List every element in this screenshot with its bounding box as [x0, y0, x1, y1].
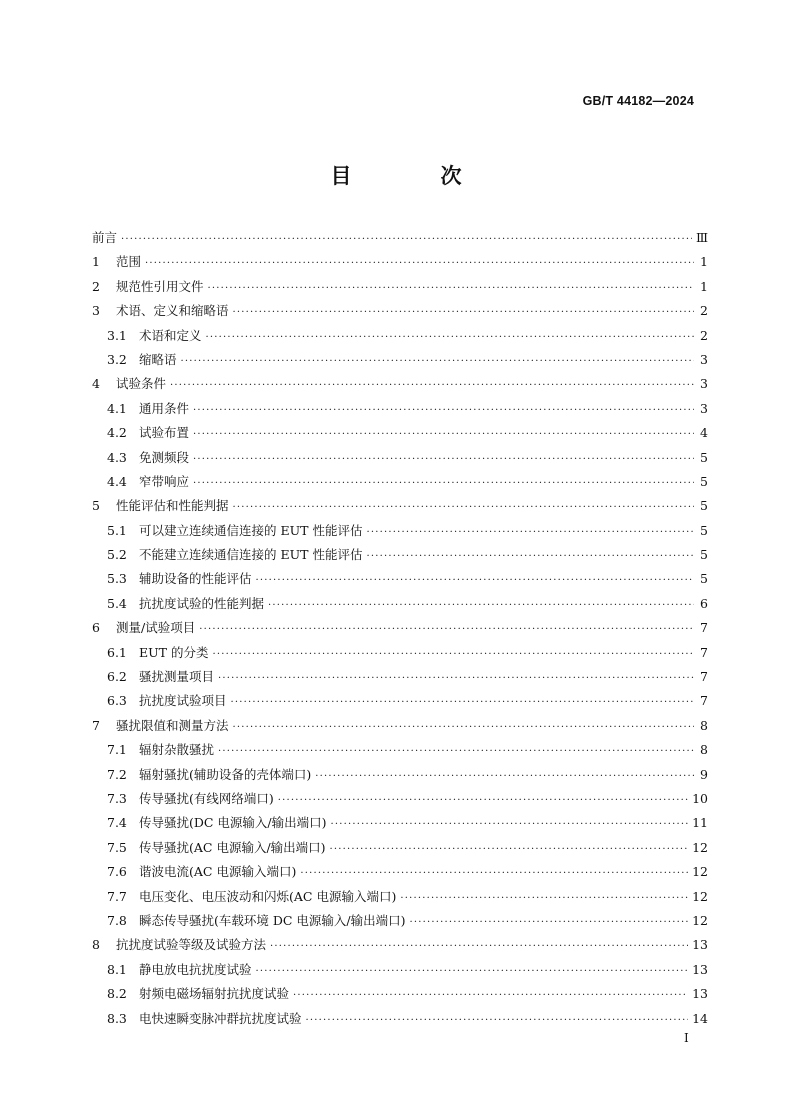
toc-entry[interactable] [92, 641, 708, 665]
toc-entry-number: 5.4 [107, 595, 127, 611]
dot-leader [121, 228, 692, 252]
toc-entry-number: 8.1 [107, 961, 127, 977]
toc-entry-page: Ⅲ [695, 230, 708, 245]
toc-entry-page: 12 [692, 912, 708, 928]
toc-entry[interactable] [92, 494, 708, 518]
toc-entry-page: 5 [700, 571, 708, 587]
toc-entry-number: 7.5 [107, 839, 127, 855]
toc-entry-title: 通用条件 [139, 400, 190, 416]
toc-entry-page: 7 [700, 693, 708, 709]
dot-leader [366, 521, 694, 545]
toc-entry[interactable] [92, 250, 708, 274]
dot-leader [208, 277, 694, 301]
dot-leader [278, 789, 688, 813]
toc-entry-number: 4.3 [107, 449, 127, 465]
toc-entry-title: 窄带响应 [139, 473, 190, 489]
toc-entry-number: 7.2 [107, 766, 127, 782]
toc-entry[interactable] [92, 567, 708, 591]
dot-leader [315, 765, 694, 789]
toc-entry-page: 5 [700, 473, 708, 489]
toc-entry-page: 5 [700, 498, 708, 514]
toc-entry[interactable] [92, 299, 708, 323]
toc-entry[interactable] [92, 860, 708, 884]
toc-entry-title: 谐波电流(AC 电源输入端口) [139, 864, 297, 880]
toc-entry-title: 骚扰测量项目 [139, 669, 215, 685]
toc-entry-number: 3.2 [107, 351, 127, 367]
toc-entry-title: 试验条件 [116, 376, 167, 392]
toc-entry-number: 7.3 [107, 790, 127, 806]
dot-leader [256, 569, 694, 593]
dot-leader [193, 472, 694, 496]
toc-entry[interactable] [92, 738, 708, 762]
toc-entry-title: 前言 [92, 230, 118, 245]
toc-entry-title: 电压变化、电压波动和闪烁(AC 电源输入端口) [139, 888, 397, 904]
dot-leader [293, 984, 688, 1008]
toc-entry-number: 4 [92, 376, 100, 392]
toc-entry[interactable] [92, 372, 708, 396]
toc-entry[interactable] [92, 616, 708, 640]
toc-entry-page: 8 [700, 742, 708, 758]
toc-entry-number: 7.6 [107, 864, 127, 880]
toc-entry-page: 12 [692, 888, 708, 904]
toc-entry-page: 2 [700, 327, 708, 343]
toc-entry-page: 5 [700, 547, 708, 563]
dot-leader [256, 960, 689, 984]
toc-entry[interactable] [92, 324, 708, 348]
toc-entry-title: 骚扰限值和测量方法 [116, 717, 229, 733]
toc-entry-title: 电快速瞬变脉冲群抗扰度试验 [139, 1010, 302, 1026]
toc-entry[interactable] [92, 519, 708, 543]
toc-entry-page: 7 [700, 620, 708, 636]
toc-entry[interactable] [92, 226, 708, 250]
toc-entry-number: 6.3 [107, 693, 127, 709]
toc-entry-page: 8 [700, 717, 708, 733]
page-title: 目 次 [330, 164, 496, 188]
toc-entry-number: 5.2 [107, 547, 127, 563]
toc-entry-title: 抗扰度试验的性能判据 [139, 595, 265, 611]
toc-entry-title: 术语、定义和缩略语 [116, 303, 229, 319]
toc-entry-page: 6 [700, 595, 708, 611]
toc-entry-title: 抗扰度试验项目 [139, 693, 227, 709]
toc-entry-page: 3 [700, 351, 708, 367]
toc-entry[interactable] [92, 958, 708, 982]
toc-entry[interactable] [92, 592, 708, 616]
toc-entry-title: 抗扰度试验等级及试验方法 [116, 937, 267, 953]
toc-entry-page: 3 [700, 376, 708, 392]
toc-entry-page: 1 [700, 278, 708, 294]
dot-leader [330, 838, 689, 862]
toc-entry-title: 辐射杂散骚扰 [139, 742, 215, 758]
toc-entry[interactable] [92, 763, 708, 787]
table-of-contents [92, 226, 708, 1031]
toc-entry-page: 12 [692, 864, 708, 880]
toc-entry[interactable] [92, 665, 708, 689]
toc-entry-number: 5.3 [107, 571, 127, 587]
toc-entry-page: 2 [700, 303, 708, 319]
dot-leader [218, 740, 694, 764]
toc-entry-page: 14 [692, 1010, 708, 1026]
dot-leader [181, 350, 694, 374]
toc-entry-number: 7.8 [107, 912, 127, 928]
dot-leader [233, 716, 694, 740]
toc-entry-number: 8.2 [107, 986, 127, 1002]
toc-entry-number: 1 [92, 254, 100, 270]
toc-entry[interactable] [92, 982, 708, 1006]
toc-entry-title: 传导骚扰(DC 电源输入/输出端口) [139, 815, 327, 831]
toc-entry-page: 4 [700, 425, 708, 441]
dot-leader [193, 399, 694, 423]
toc-entry-page: 11 [692, 815, 708, 831]
toc-entry-number: 4.4 [107, 473, 127, 489]
dot-leader [193, 448, 694, 472]
toc-entry[interactable] [92, 421, 708, 445]
toc-entry-page: 7 [700, 669, 708, 685]
dot-leader [233, 301, 694, 325]
toc-entry[interactable] [92, 811, 708, 835]
toc-entry[interactable] [92, 446, 708, 470]
toc-entry-title: 射频电磁场辐射抗扰度试验 [139, 986, 290, 1002]
dot-leader [193, 423, 694, 447]
dot-leader [331, 813, 689, 837]
toc-entry-page: 10 [692, 790, 708, 806]
toc-entry[interactable] [92, 909, 708, 933]
toc-entry-title: 传导骚扰(AC 电源输入/输出端口) [139, 839, 326, 855]
toc-entry-title: 试验布置 [139, 425, 190, 441]
toc-entry-page: 3 [700, 400, 708, 416]
dot-leader [306, 1009, 689, 1033]
page-number: I [684, 1031, 689, 1045]
toc-entry[interactable] [92, 543, 708, 567]
toc-entry[interactable] [92, 275, 708, 299]
toc-entry-number: 6.2 [107, 669, 127, 685]
toc-entry-number: 8.3 [107, 1010, 127, 1026]
toc-entry-title: 规范性引用文件 [116, 278, 204, 294]
toc-entry-page: 7 [700, 644, 708, 660]
toc-entry-title: 性能评估和性能判据 [116, 498, 229, 514]
toc-entry-number: 3.1 [107, 327, 127, 343]
dot-leader [268, 594, 694, 618]
toc-entry[interactable] [92, 933, 708, 957]
toc-entry-title: 术语和定义 [139, 327, 202, 343]
dot-leader [199, 618, 694, 642]
toc-entry[interactable] [92, 787, 708, 811]
toc-entry-page: 5 [700, 449, 708, 465]
dot-leader [410, 911, 689, 935]
toc-entry-number: 7.7 [107, 888, 127, 904]
toc-entry-title: 静电放电抗扰度试验 [139, 961, 252, 977]
toc-entry-title: 不能建立连续通信连接的 EUT 性能评估 [139, 547, 363, 563]
toc-entry-number: 6.1 [107, 644, 127, 660]
toc-entry[interactable] [92, 470, 708, 494]
toc-entry-number: 5.1 [107, 522, 127, 538]
dot-leader [300, 862, 688, 886]
standard-code: GB/T 44182—2024 [582, 94, 694, 108]
toc-entry-page: 9 [700, 766, 708, 782]
toc-entry-title: 辐射骚扰(辅助设备的壳体端口) [139, 766, 312, 782]
dot-leader [145, 252, 694, 276]
dot-leader [170, 374, 694, 398]
toc-entry-page: 1 [700, 254, 708, 270]
toc-entry-title: 辅助设备的性能评估 [139, 571, 252, 587]
toc-entry[interactable] [92, 348, 708, 372]
dot-leader [218, 667, 694, 691]
toc-entry-title: 瞬态传导骚扰(车载环境 DC 电源输入/输出端口) [139, 912, 406, 928]
toc-entry-title: 传导骚扰(有线网络端口) [139, 790, 274, 806]
toc-entry[interactable] [92, 397, 708, 421]
dot-leader [212, 643, 694, 667]
dot-leader [366, 545, 694, 569]
toc-entry-page: 13 [692, 937, 708, 953]
toc-entry-number: 6 [92, 620, 100, 636]
toc-entry[interactable] [92, 836, 708, 860]
toc-entry[interactable] [92, 689, 708, 713]
toc-entry-number: 7 [92, 717, 100, 733]
toc-entry-number: 4.1 [107, 400, 127, 416]
dot-leader [206, 326, 694, 350]
toc-entry-title: 缩略语 [139, 351, 177, 367]
toc-entry-title: 测量/试验项目 [116, 620, 196, 636]
toc-entry-page: 13 [692, 961, 708, 977]
toc-entry-title: 免测频段 [139, 449, 190, 465]
toc-entry-title: EUT 的分类 [139, 644, 209, 660]
toc-entry-page: 13 [692, 986, 708, 1002]
toc-entry-number: 4.2 [107, 425, 127, 441]
toc-entry-number: 7.4 [107, 815, 127, 831]
dot-leader [231, 691, 694, 715]
toc-entry-title: 可以建立连续通信连接的 EUT 性能评估 [139, 522, 363, 538]
toc-entry-number: 3 [92, 303, 100, 319]
toc-entry-title: 范围 [116, 254, 142, 270]
dot-leader [270, 935, 688, 959]
toc-entry-number: 5 [92, 498, 100, 514]
toc-entry-number: 7.1 [107, 742, 127, 758]
toc-entry-page: 12 [692, 839, 708, 855]
toc-entry-number: 8 [92, 937, 100, 953]
dot-leader [233, 496, 694, 520]
toc-entry-page: 5 [700, 522, 708, 538]
toc-entry[interactable] [92, 1007, 708, 1031]
toc-entry-number: 2 [92, 278, 100, 294]
toc-entry[interactable] [92, 714, 708, 738]
toc-entry[interactable] [92, 885, 708, 909]
dot-leader [400, 887, 688, 911]
